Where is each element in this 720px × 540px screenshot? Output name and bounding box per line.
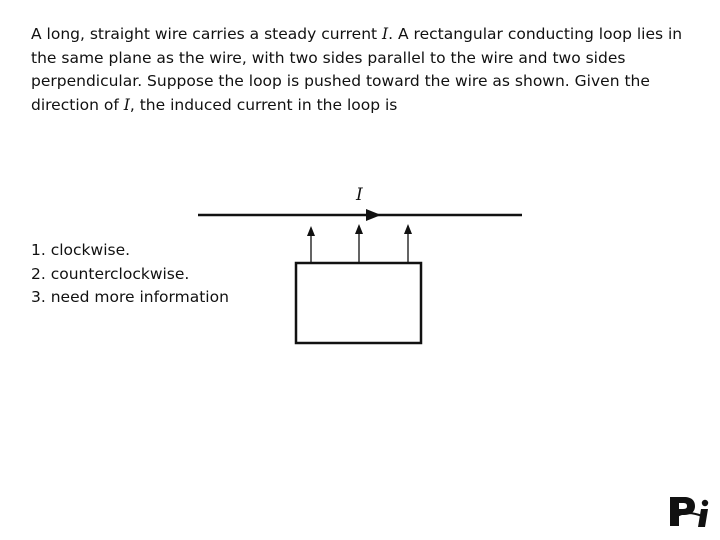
question-part-3: , the induced current in the loop is: [129, 95, 398, 114]
question-part-2: . A rectangular conducting loop lies in the same plane as the wire, with two sides parallel to the wire and two sides perpendicular. Suppose the loop is pushed toward the wire as shown. Given the direction of: [31, 25, 683, 114]
answer-choice-1[interactable]: 1. clockwise.: [31, 241, 131, 259]
question-part-1: A long, straight wire carries a steady current: [31, 25, 383, 43]
motion-arrowhead-right: [404, 224, 412, 234]
answer-choice-2[interactable]: 2. counterclockwise.: [31, 264, 190, 283]
current-label: I: [356, 185, 363, 205]
current-variable: I: [382, 25, 389, 43]
answer-choice-3[interactable]: 3. need more information: [31, 288, 229, 306]
conducting-loop: [296, 263, 421, 343]
motion-arrowhead-left: [307, 226, 315, 236]
answer-choices: [31, 239, 229, 310]
motion-arrowhead-middle: [355, 224, 363, 234]
question-text: [31, 23, 696, 117]
current-direction-arrow: [366, 209, 381, 221]
current-variable: I: [123, 95, 130, 114]
pi-logo: [668, 494, 714, 528]
motion-arrows: [307, 224, 412, 262]
